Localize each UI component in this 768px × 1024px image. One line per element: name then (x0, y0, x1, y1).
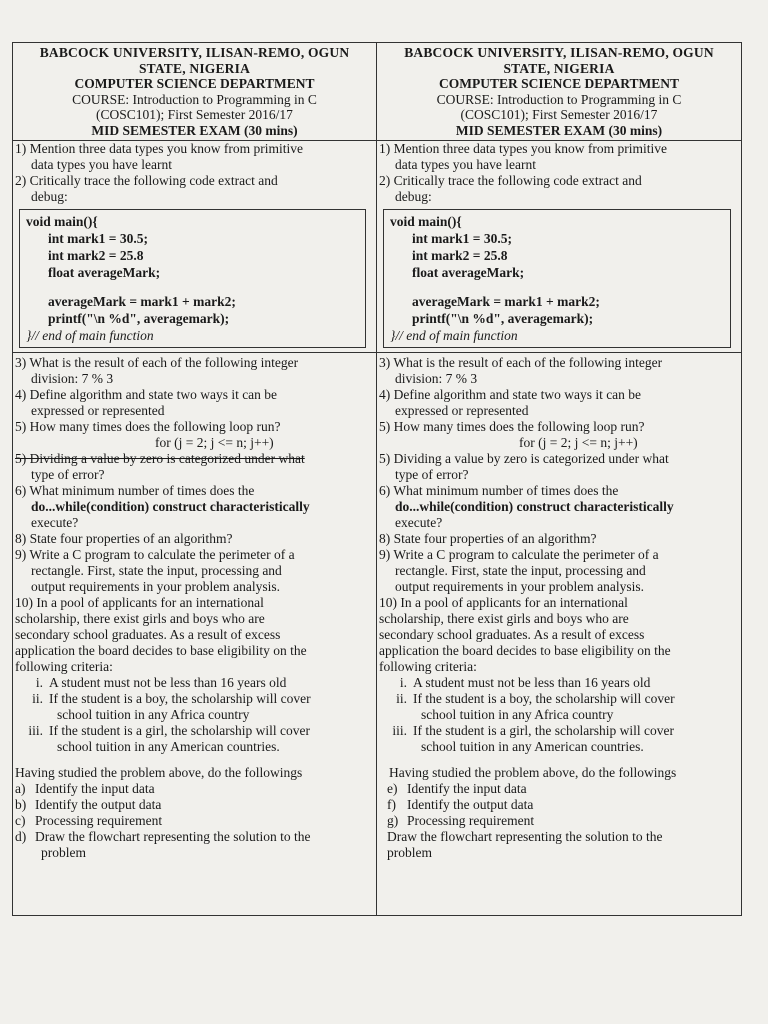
question-text: 6) What minimum number of times does the (379, 483, 619, 498)
question-text: application the board decides to base eligibility on the (15, 643, 307, 658)
question-text: secondary school graduates. As a result of excess (15, 627, 281, 642)
question-text: rectangle. First, state the input, processing and (395, 563, 646, 578)
question-10 (13, 595, 376, 861)
header-left (13, 43, 376, 141)
question-9 (377, 547, 741, 595)
task-text: Processing requirement (35, 813, 163, 828)
task-intro: Having studied the problem above, do the followings (15, 765, 303, 780)
question-4 (13, 387, 376, 419)
question-1 (13, 141, 376, 173)
left-column (13, 43, 377, 915)
question-text: 6) What minimum number of times does the (15, 483, 255, 498)
task-item (379, 781, 741, 797)
right-column (377, 43, 741, 915)
question-text: output requirements in your problem analysis. (31, 579, 280, 594)
question-text: 8) State four properties of an algorithm? (379, 531, 597, 546)
criterion-text: If the student is a boy, the scholarship will cover (413, 691, 675, 706)
code-line: int mark2 = 25.8 (48, 248, 144, 263)
question-text: following criteria: (379, 659, 477, 674)
criterion-number: iii. (28, 723, 43, 738)
question-text: 4) Define algorithm and state two ways it can be (379, 387, 642, 402)
question-text: 10) In a pool of applicants for an international (379, 595, 628, 610)
question-2 (13, 173, 376, 205)
question-1 (377, 141, 741, 173)
question-4 (377, 387, 741, 419)
question-text: 10) In a pool of applicants for an international (15, 595, 264, 610)
question-text: application the board decides to base eligibility on the (379, 643, 671, 658)
criterion-text: If the student is a boy, the scholarship will cover (49, 691, 311, 706)
question-5 (13, 419, 376, 451)
task-item (15, 813, 376, 829)
task-intro: Having studied the problem above, do the followings (389, 765, 677, 780)
code-line: int mark1 = 30.5; (48, 231, 148, 246)
code-line: }// end of main function (390, 328, 518, 343)
question-text: output requirements in your problem analysis. (395, 579, 644, 594)
code-line: float averageMark; (48, 265, 161, 280)
task-item (15, 829, 376, 845)
question-text: 8) State four properties of an algorithm? (15, 531, 233, 546)
question-text: 4) Define algorithm and state two ways it can be (15, 387, 278, 402)
task-list (15, 781, 376, 845)
criterion-text: school tuition in any American countries. (421, 739, 644, 754)
course: COURSE: Introduction to Programming in C (436, 91, 682, 107)
question-text: following criteria: (15, 659, 113, 674)
task-letter: b) (15, 797, 27, 812)
criterion-2 (379, 691, 741, 723)
exam-title: MID SEMESTER EXAM (30 mins) (91, 122, 298, 138)
task-item (379, 813, 741, 829)
criterion-number: i. (35, 675, 43, 690)
question-text: expressed or represented (395, 403, 529, 418)
criterion-text: school tuition in any Africa country (421, 707, 614, 722)
question-text: 5) Dividing a value by zero is categorized under what (379, 451, 669, 466)
question-text: 2) Critically trace the following code extract and (379, 173, 642, 188)
question-text: debug: (395, 189, 432, 204)
task-text: Identify the input data (407, 781, 527, 796)
criterion-text: school tuition in any American countries. (57, 739, 280, 754)
question-8 (377, 531, 741, 547)
task-letter: a) (15, 781, 26, 796)
question-text: division: 7 % 3 (395, 371, 478, 386)
task-letter: f) (387, 797, 396, 812)
question-5 (377, 419, 741, 451)
question-text: expressed or represented (31, 403, 165, 418)
criterion-1 (379, 675, 741, 691)
task-list (379, 781, 741, 829)
question-6 (13, 483, 376, 531)
task-item (15, 797, 376, 813)
task-text: Identify the input data (35, 781, 155, 796)
question-5b (377, 451, 741, 483)
question-8 (13, 531, 376, 547)
header-right (377, 43, 741, 141)
question-text: scholarship, there exist girls and boys who are (379, 611, 629, 626)
question-text: division: 7 % 3 (31, 371, 114, 386)
task-text: problem (387, 845, 432, 860)
question-3 (377, 352, 741, 387)
code-line: }// end of main function (26, 328, 154, 343)
course: COURSE: Introduction to Programming in C (72, 91, 317, 107)
code-line: printf("\n %d", averagemark); (48, 311, 230, 326)
criterion-number: iii. (392, 723, 407, 738)
question-text: 1) Mention three data types you know from primitive (379, 141, 667, 156)
exam-sheet (12, 42, 742, 916)
criterion-number: i. (399, 675, 407, 690)
course-code: (COSC101); First Semester 2016/17 (96, 107, 293, 122)
loop-code: for (j = 2; j <= n; j++) (155, 435, 274, 450)
question-text: 5) How many times does the following loop run? (15, 419, 281, 434)
question-9 (13, 547, 376, 595)
code-line: int mark2 = 25.8 (412, 248, 508, 263)
question-text: 3) What is the result of each of the following integer (15, 355, 299, 370)
question-5b (13, 451, 376, 483)
criterion-2 (15, 691, 376, 723)
question-text: type of error? (31, 467, 105, 482)
criterion-3 (379, 723, 741, 755)
question-text: scholarship, there exist girls and boys who are (15, 611, 265, 626)
criterion-text: If the student is a girl, the scholarship will cover (49, 723, 310, 738)
loop-code: for (j = 2; j <= n; j++) (519, 435, 638, 450)
code-line: void main(){ (26, 214, 98, 229)
task-text: Identify the output data (35, 797, 162, 812)
task-text: Processing requirement (407, 813, 535, 828)
task-letter: e) (387, 781, 398, 796)
code-box (383, 209, 731, 348)
question-text: execute? (395, 515, 443, 530)
question-text: secondary school graduates. As a result of excess (379, 627, 645, 642)
question-text: 5) Dividing a value by zero is categorized under what (15, 451, 305, 466)
task-letter: g) (387, 813, 399, 828)
question-text: 1) Mention three data types you know from primitive (15, 141, 303, 156)
exam-title: MID SEMESTER EXAM (30 mins) (455, 122, 663, 138)
criterion-number: ii. (396, 691, 407, 706)
criterion-3 (15, 723, 376, 755)
question-text: 5) How many times does the following loop run? (379, 419, 645, 434)
task-text: Identify the output data (407, 797, 534, 812)
criterion-text: school tuition in any Africa country (57, 707, 250, 722)
task-item (379, 797, 741, 813)
question-text: execute? (31, 515, 79, 530)
question-text: data types you have learnt (31, 157, 172, 172)
question-text: 9) Write a C program to calculate the perimeter of a (15, 547, 295, 562)
question-2 (377, 173, 741, 205)
task-text: Draw the flowchart representing the solution to the (35, 829, 311, 844)
code-line: averageMark = mark1 + mark2; (412, 294, 600, 309)
task-letter: d) (15, 829, 27, 844)
question-text: data types you have learnt (395, 157, 536, 172)
department: COMPUTER SCIENCE DEPARTMENT (438, 76, 680, 91)
criterion-number: ii. (32, 691, 43, 706)
question-text: type of error? (395, 467, 469, 482)
question-text: 3) What is the result of each of the following integer (379, 355, 663, 370)
question-text: rectangle. First, state the input, processing and (31, 563, 282, 578)
question-text: 9) Write a C program to calculate the perimeter of a (379, 547, 659, 562)
criterion-text: A student must not be less than 16 years old (49, 675, 287, 690)
question-3 (13, 352, 376, 387)
code-line: int mark1 = 30.5; (412, 231, 512, 246)
criterion-1 (15, 675, 376, 691)
task-text: problem (41, 845, 86, 860)
department: COMPUTER SCIENCE DEPARTMENT (74, 76, 315, 91)
task-text: Draw the flowchart representing the solution to the (387, 829, 663, 844)
question-text: 2) Critically trace the following code extract and (15, 173, 278, 188)
university-name: BABCOCK UNIVERSITY, ILISAN-REMO, OGUN STATE, NIGERIA (404, 45, 714, 76)
code-line: float averageMark; (412, 265, 525, 280)
code-line: averageMark = mark1 + mark2; (48, 294, 236, 309)
university-name: BABCOCK UNIVERSITY, ILISAN-REMO, OGUN STATE, NIGERIA (39, 45, 350, 76)
task-item (15, 781, 376, 797)
question-text: do...while(condition) construct characteristically (31, 499, 310, 514)
code-box (19, 209, 366, 348)
question-text: do...while(condition) construct characteristically (395, 499, 674, 514)
criterion-text: A student must not be less than 16 years old (413, 675, 651, 690)
criterion-text: If the student is a girl, the scholarship will cover (413, 723, 674, 738)
course-code: (COSC101); First Semester 2016/17 (460, 107, 658, 122)
task-letter: c) (15, 813, 26, 828)
code-line: printf("\n %d", averagemark); (412, 311, 594, 326)
question-10 (377, 595, 741, 861)
question-text: debug: (31, 189, 68, 204)
question-6 (377, 483, 741, 531)
code-line: void main(){ (390, 214, 462, 229)
